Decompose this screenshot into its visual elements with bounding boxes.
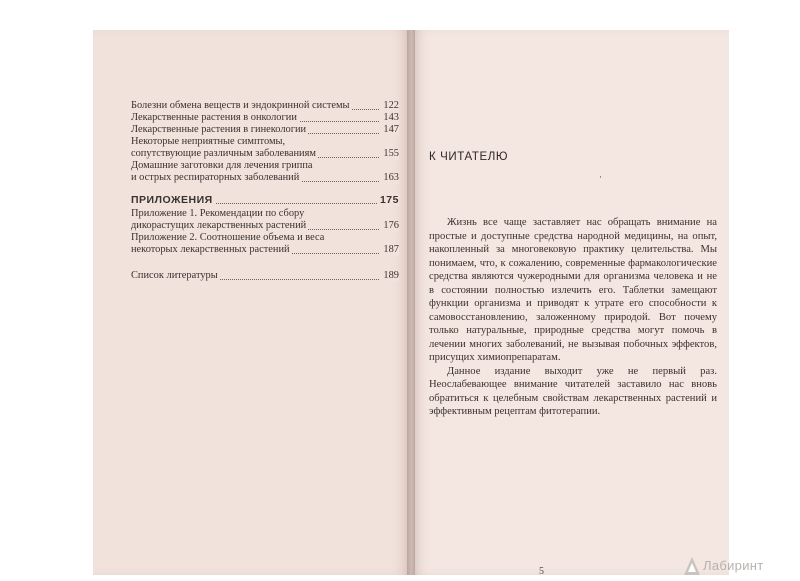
- paragraph: Жизнь все чаще заставляет нас обращать внимание на простые и доступные средства народной медицины, на опыт, накопленный за многовековую практику целительства. Мы понимаем, что, к сожалению, современные фармакологические средства являются чужеродными для организма человека и не в состоянии полностью излечить его. Таблетки замещают функции организма и приводят к утрате его способности к самовосстановлению, заложенному природой. Вот почему только натуральные, природные средства могут помочь в лечении многих заболеваний, не вызывая побочных эффектов, присущих химиопрепаратам.: [429, 217, 717, 363]
- watermark-logo: [683, 556, 793, 578]
- toc-entry: некоторых лекарственных растений 187: [131, 244, 399, 255]
- table-of-contents: [131, 100, 399, 282]
- toc-entry: Болезни обмена веществ и эндокринной системы 122: [131, 100, 399, 111]
- toc-entry: Приложение 2. Соотношение объема и веса: [131, 232, 325, 243]
- toc-entry: Приложение 1. Рекомендации по сбору: [131, 208, 305, 219]
- page-number: 5: [539, 566, 544, 577]
- toc-entry: сопутствующие различным заболеваниям 155: [131, 148, 399, 159]
- page-heading: К ЧИТАТЕЛЮ: [429, 151, 509, 163]
- toc-entry: Некоторые неприятные симптомы,: [131, 136, 286, 147]
- labyrinth-logo-icon: [683, 556, 701, 576]
- left-page: [93, 30, 411, 575]
- watermark-text: Лабиринт: [703, 558, 764, 573]
- toc-entry: Лекарственные растения в гинекологии 147: [131, 124, 399, 135]
- heading-mark: ·: [599, 172, 602, 182]
- book-gutter: [407, 30, 415, 575]
- toc-entry: Домашние заготовки для лечения гриппа: [131, 160, 313, 171]
- toc-entry-bibliography: Список литературы 189: [131, 270, 399, 281]
- book-spread: [93, 30, 729, 575]
- toc-entry: Лекарственные растения в онкологии 143: [131, 112, 399, 123]
- body-text: [429, 216, 717, 419]
- right-page: [411, 30, 729, 575]
- toc-entry: дикорастущих лекарственных растений 176: [131, 220, 399, 231]
- appendix-heading: ПРИЛОЖЕНИЯ 175: [131, 194, 399, 206]
- toc-entry: и острых респираторных заболеваний 163: [131, 172, 399, 183]
- paragraph: Данное издание выходит уже не первый раз. Неослабевающее внимание читателей заставило нас вновь обратиться к целебным свойствам лекарственных растений и эффективным рецептам фитотерапии.: [429, 365, 717, 417]
